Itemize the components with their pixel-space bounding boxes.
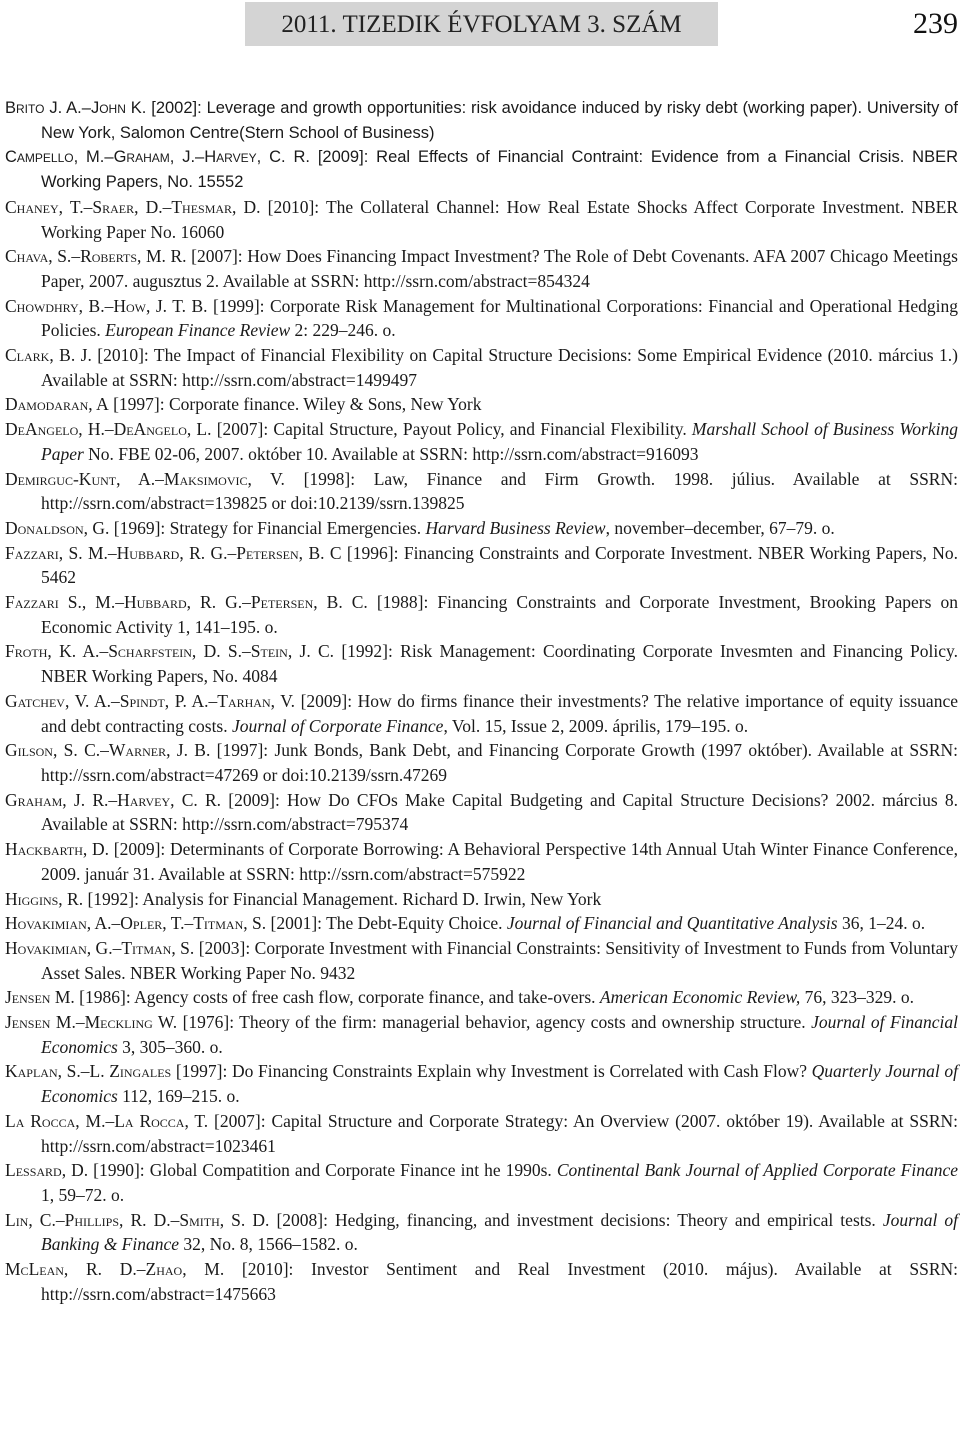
- author-name: Tarhan, V.: [217, 690, 296, 711]
- reference-entry: [5, 417, 958, 466]
- author-name: Hackbarth, D.: [5, 839, 110, 860]
- author-name: Jensen M.: [5, 987, 75, 1008]
- author-name: Roberts, M. R.: [80, 246, 187, 267]
- reference-entry: [5, 343, 958, 392]
- reference-text: –: [242, 641, 251, 662]
- author-name: Hubbard, R. G.: [123, 592, 243, 613]
- reference-text: –: [208, 690, 218, 711]
- author-name: L. Zingales: [89, 1061, 172, 1082]
- reference-text: –: [75, 1012, 85, 1033]
- reference-entry: [5, 145, 958, 194]
- author-name: McLean, R. D.: [5, 1259, 137, 1280]
- reference-text: , Vol. 15, Issue 2, 2009. április, 179–195. o.: [443, 715, 749, 736]
- author-name: Campello, M.: [5, 148, 105, 167]
- author-name: Zhao, M.: [145, 1259, 225, 1280]
- reference-text: [2009]: Determinants of Corporate Borrowing: A Behavioral Perspective 14th Annual Utah Winter Finance Conference, 2009. január 31. Available at SSRN: http://ssrn.com/abstract=575922: [41, 839, 959, 884]
- reference-text: [2007]: How Does Financing Impact Investment? The Role of Debt Covenants. AFA 2007 Chicago Meetings Paper, 2007. augusztus 2. Available at SSRN: http://ssrn.com/abstract=854324: [41, 246, 958, 291]
- author-name: Harvey, C. R.: [117, 789, 222, 810]
- reference-entry: [5, 639, 958, 688]
- reference-text: No. FBE 02-06, 2007. október 10. Available at SSRN: http://ssrn.com/abstract=916093: [83, 443, 699, 464]
- reference-entry: [5, 1208, 958, 1257]
- author-name: Froth, K. A.: [5, 641, 100, 662]
- reference-text: –: [110, 690, 120, 711]
- journal-title: Journal of Financial and Quantitative Analysis: [506, 913, 838, 934]
- reference-text: [2010]: The Collateral Channel: How Real Estate Shocks Affect Corporate Investment. NBER Working Paper No. 16060: [41, 196, 959, 242]
- reference-entry: [5, 738, 958, 787]
- reference-entry: [5, 936, 958, 985]
- reference-text: –: [242, 592, 251, 613]
- reference-text: [2009]: Real Effects of Financial Contraint: Evidence from a Financial Crisis. NBER Working Papers, No. 15552: [41, 148, 958, 192]
- reference-entry: [5, 887, 958, 912]
- reference-text: –: [108, 789, 118, 810]
- reference-text: [2001]: The Debt-Equity Choice.: [266, 913, 507, 934]
- author-name: Fazzari S., M.: [5, 592, 116, 613]
- reference-text: [1998]: Law, Finance and Firm Growth. 1998. július. Available at SSRN: http://ssrn.com/abstract=139825 or doi:10.2139/ssrn.139825: [41, 468, 958, 514]
- reference-entry: [5, 541, 958, 590]
- author-name: Petersen, B. C: [236, 542, 342, 563]
- author-name: Lin, C.: [5, 1209, 56, 1230]
- author-name: Fazzari, S. M.: [5, 542, 108, 563]
- author-name: Maksimovic, V.: [163, 468, 285, 489]
- author-name: Titman, S.: [193, 913, 267, 934]
- reference-text: –: [104, 295, 114, 316]
- reference-entry: [5, 788, 958, 837]
- author-name: Harvey, C. R.: [204, 148, 310, 167]
- author-name: Kaplan, S.: [5, 1061, 81, 1082]
- reference-text: –: [162, 196, 172, 217]
- reference-text: [1997]: Junk Bonds, Bank Debt, and Financing Corporate Growth (1997 október). Available at SSRN: http://ssrn.com/abstract=47269 or doi:10.2139/ssrn.47269: [41, 740, 959, 785]
- reference-text: [1990]: Global Compatition and Corporate Finance int he 1990s.: [88, 1160, 557, 1181]
- journal-title: American Economic Review,: [599, 987, 801, 1008]
- author-name: Hovakimian, A.: [5, 913, 112, 934]
- reference-entry: [5, 195, 958, 244]
- reference-text: [2010]: The Impact of Financial Flexibility on Capital Structure Decisions: Some Empirical Evidence (2010. március 1.) Available at SSRN: http://ssrn.com/abstract=1499497: [41, 345, 959, 390]
- reference-text: –: [115, 592, 124, 613]
- reference-text: [1992]: Risk Management: Coordinating Corporate Invesmten and Financing Policy. NBER Working Papers, No. 4084: [41, 641, 958, 687]
- reference-text: [1997]: Corporate finance. Wiley & Sons, New York: [108, 394, 482, 415]
- reference-entry: [5, 837, 958, 886]
- journal-title: Journal of Corporate Finance: [232, 715, 444, 736]
- running-header-title: 2011. TIZEDIK ÉVFOLYAM 3. SZÁM: [281, 11, 682, 38]
- reference-text: –: [105, 1110, 115, 1131]
- reference-text: [1997]: Do Financing Constraints Explain why Investment is Correlated with Cash Flow?: [171, 1061, 812, 1082]
- reference-text: 2: 229–246. o.: [290, 320, 396, 341]
- reference-text: –: [195, 148, 205, 167]
- reference-entry: [5, 294, 958, 343]
- reference-list: [5, 96, 958, 1306]
- reference-entry: [5, 590, 958, 639]
- author-name: Thesmar, D.: [171, 196, 261, 217]
- author-name: DeAngelo, H.: [5, 419, 105, 440]
- author-name: La Rocca, T.: [114, 1110, 209, 1131]
- reference-text: [2010]: Investor Sentiment and Real Investment (2010. május). Available at SSRN: http://ssrn.com/abstract=1475663: [41, 1259, 958, 1304]
- reference-text: –: [184, 913, 194, 934]
- author-name: Phillips, R. D.: [64, 1209, 171, 1230]
- reference-text: –: [155, 468, 164, 489]
- author-name: La Rocca, M.: [5, 1110, 106, 1131]
- reference-text: –: [83, 196, 93, 217]
- reference-entry: [5, 1158, 958, 1207]
- reference-text: [1996]: Financing Constraints and Corporate Investment. NBER Working Papers, No. 5462: [41, 542, 958, 588]
- author-name: Smith, S. D.: [179, 1209, 270, 1230]
- author-name: DeAngelo, L.: [113, 419, 212, 440]
- reference-entry: [5, 1257, 958, 1306]
- author-name: Donaldson, G.: [5, 517, 110, 538]
- reference-text: 36, 1–24. o.: [837, 913, 926, 934]
- author-name: Gatchev, V. A.: [5, 690, 111, 711]
- author-name: Higgins, R.: [5, 888, 84, 909]
- journal-title: Harvard Business Review: [425, 517, 606, 538]
- reference-text: –: [107, 542, 117, 563]
- reference-text: –: [112, 937, 122, 958]
- reference-text: 32, No. 8, 1566–1582. o.: [179, 1234, 358, 1255]
- author-name: Warner, J. B.: [108, 740, 211, 761]
- reference-entry: [5, 244, 958, 293]
- author-name: Meckling W.: [84, 1012, 178, 1033]
- journal-title: Journal of Banking & Finance: [41, 1209, 958, 1255]
- author-name: John K.: [90, 99, 147, 117]
- author-name: Hovakimian, G.: [5, 937, 113, 958]
- reference-text: , november–december, 67–79. o.: [605, 517, 835, 538]
- journal-title: European Finance Review: [105, 320, 291, 341]
- author-name: Scharfstein, D. S.: [108, 641, 243, 662]
- page-number: 239: [913, 7, 958, 40]
- reference-text: [1988]: Financing Constraints and Corporate Investment, Brooking Papers on Economic Activity 1, 141–195. o.: [41, 592, 958, 637]
- reference-text: –: [104, 419, 114, 440]
- author-name: Stein, J. C.: [250, 641, 335, 662]
- reference-entry: [5, 467, 958, 516]
- reference-text: 1, 59–72. o.: [41, 1184, 125, 1205]
- reference-text: –: [111, 913, 121, 934]
- author-name: Brito J. A.: [5, 99, 82, 117]
- reference-text: –: [227, 542, 237, 563]
- reference-entry: [5, 1109, 958, 1158]
- reference-entry: [5, 985, 958, 1010]
- reference-entry: [5, 689, 958, 738]
- reference-text: 3, 305–360. o.: [117, 1036, 223, 1057]
- author-name: Hubbard, R. G.: [116, 542, 228, 563]
- reference-text: –: [55, 1209, 65, 1230]
- author-name: Chaney, T.: [5, 196, 84, 217]
- reference-text: –: [80, 1061, 90, 1082]
- reference-text: [1969]: Strategy for Financial Emergencies.: [109, 517, 426, 538]
- author-name: Opler, T.: [120, 913, 185, 934]
- reference-text: –: [100, 740, 109, 761]
- reference-text: 112, 169–215. o.: [117, 1086, 240, 1107]
- author-name: Chowdhry, B.: [5, 295, 105, 316]
- reference-text: [2009]: How do firms finance their investments? The relative importance of equity issuance and debt contracting costs.: [41, 690, 958, 736]
- reference-text: [2007]: Capital Structure and Corporate Strategy: An Overview (2007. október 19). Available at SSRN: http://ssrn.com/abstract=1023461: [41, 1110, 958, 1156]
- author-name: Chava, S.: [5, 246, 72, 267]
- author-name: Jensen M.: [5, 1012, 76, 1033]
- author-name: Sraer, D.: [92, 196, 163, 217]
- reference-text: [1976]: Theory of the firm: managerial behavior, agency costs and ownership structure.: [177, 1012, 812, 1033]
- reference-text: [1986]: Agency costs of free cash flow, corporate finance, and take-overs.: [74, 987, 600, 1008]
- author-name: Damodaran, A: [5, 394, 109, 415]
- reference-entry: [5, 392, 958, 417]
- journal-title: Journal of Financial Economics: [41, 1012, 958, 1057]
- reference-text: [2002]: Leverage and growth opportunities: risk avoidance induced by risky debt (working paper). University of New York, Salomon Centre(Stern School of Business): [41, 99, 958, 142]
- author-name: Graham, J.: [113, 148, 196, 167]
- author-name: Spindt, P. A.: [119, 690, 209, 711]
- reference-text: –: [71, 246, 81, 267]
- author-name: Titman, S.: [121, 937, 195, 958]
- journal-title: Continental Bank Journal of Applied Corporate Finance: [556, 1160, 958, 1181]
- author-name: Lessard, D.: [5, 1160, 89, 1181]
- author-name: Demirguc-Kunt, A.: [5, 468, 156, 489]
- author-name: Petersen, B. C.: [250, 592, 368, 613]
- author-name: Graham, J. R.: [5, 789, 109, 810]
- reference-text: [1992]: Analysis for Financial Management. Richard D. Irwin, New York: [83, 888, 602, 909]
- reference-text: [2009]: How Do CFOs Make Capital Budgeting and Capital Structure Decisions? 2002. március 8. Available at SSRN: http://ssrn.com/abstract=795374: [41, 789, 958, 835]
- reference-text: 76, 323–329. o.: [800, 987, 915, 1008]
- reference-text: –: [104, 148, 114, 167]
- reference-text: [2008]: Hedging, financing, and investment decisions: Theory and empirical tests.: [269, 1209, 883, 1230]
- reference-entry: [5, 1059, 958, 1108]
- author-name: How, J. T. B.: [113, 295, 208, 316]
- reference-entry: [5, 96, 958, 145]
- reference-text: –: [81, 99, 91, 117]
- journal-title: Quarterly Journal of Economics: [41, 1061, 958, 1107]
- reference-text: –: [170, 1209, 180, 1230]
- reference-entry: [5, 911, 958, 936]
- reference-text: [1999]: Corporate Risk Management for Multinational Corporations: Financial and Operational Hedging Policies.: [41, 295, 958, 341]
- reference-entry: [5, 1010, 958, 1059]
- reference-entry: [5, 516, 958, 541]
- reference-text: [2003]: Corporate Investment with Financial Constraints: Sensitivity of Investment to Funds from Voluntary Asset Sales. NBER Working Paper No. 9432: [41, 937, 958, 983]
- journal-title: Marshall School of Business Working Paper: [41, 419, 958, 464]
- reference-text: [2007]: Capital Structure, Payout Policy, and Financial Flexibility.: [211, 419, 692, 440]
- reference-text: –: [136, 1259, 146, 1280]
- author-name: Clark, B. J.: [5, 345, 92, 366]
- author-name: Gilson, S. C.: [5, 740, 101, 761]
- reference-text: –: [99, 641, 109, 662]
